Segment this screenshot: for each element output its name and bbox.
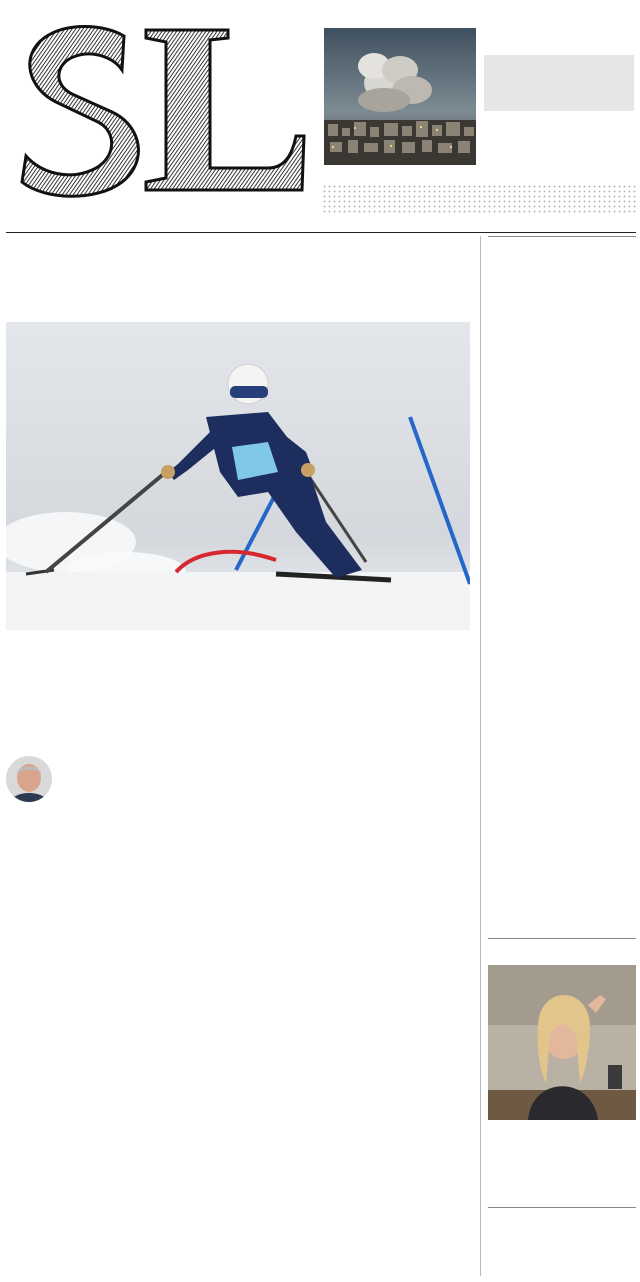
top-story-headline[interactable] — [484, 55, 634, 111]
column-divider — [480, 236, 481, 1276]
skier-photo[interactable] — [6, 322, 470, 630]
statewide-body — [488, 461, 636, 463]
statewide-byline — [488, 443, 494, 452]
sports-rule — [488, 1207, 636, 1208]
dot-pattern-band — [322, 184, 636, 214]
statewide-rule — [488, 236, 636, 237]
masthead-rule — [6, 232, 636, 233]
nation-world-rule — [488, 938, 636, 939]
sl-monogram — [6, 18, 311, 203]
paralympics-column-3 — [324, 683, 474, 686]
iran-smoke-photo[interactable] — [324, 28, 476, 165]
masthead-logo[interactable] — [6, 18, 311, 221]
paralympics-byline — [58, 765, 64, 774]
bondi-photo[interactable] — [488, 965, 636, 1120]
steve-politi-avatar — [6, 756, 52, 802]
